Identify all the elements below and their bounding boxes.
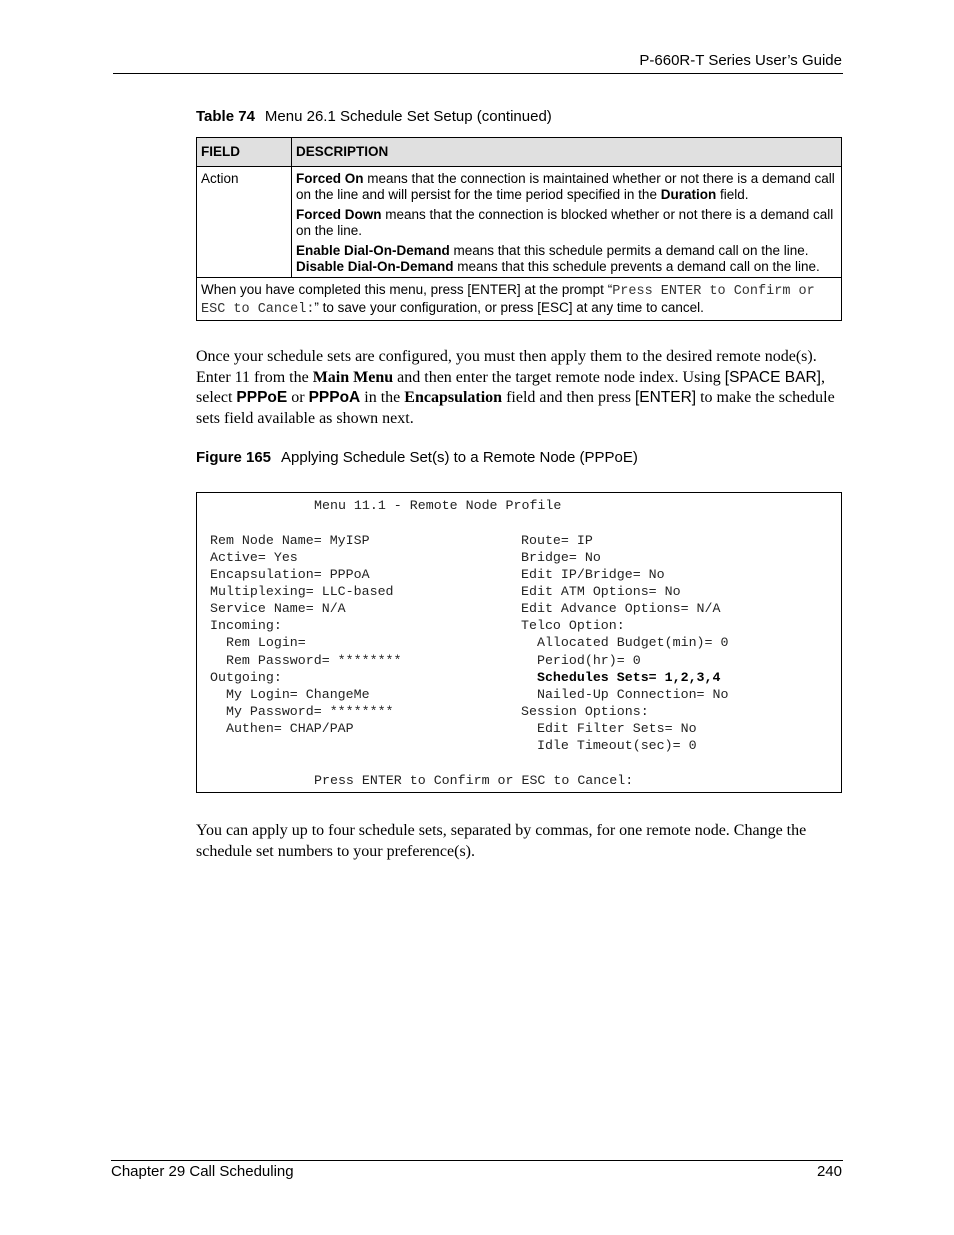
menu-line-right: Edit Filter Sets= No — [521, 721, 697, 736]
col-field-header: FIELD — [197, 138, 292, 167]
menu-line-left: Encapsulation= PPPoA — [210, 567, 370, 582]
menu-line-right: Edit ATM Options= No — [521, 584, 681, 599]
menu-line-left: My Login= ChangeMe — [210, 687, 370, 702]
table-caption — [196, 108, 552, 125]
menu-line-left: My Password= ******** — [210, 704, 394, 719]
table-footer-cell — [197, 278, 842, 321]
bold-term: PPPoE — [236, 389, 288, 406]
figure-caption-text: Applying Schedule Set(s) to a Remote Node (PPPoE) — [281, 449, 638, 466]
forced-on-desc — [296, 171, 837, 202]
bold-term: Main Menu — [312, 368, 394, 386]
text: field and then press — [502, 389, 635, 406]
dial-on-demand-desc — [296, 243, 837, 274]
confirm-prompt: Press ENTER to Confirm or ESC to Cancel: — [314, 773, 634, 788]
table-header-row — [197, 138, 842, 167]
desc-text: field. — [716, 186, 749, 202]
desc-text: means that the connection is blocked whether or not there is a demand call on the line. — [296, 207, 834, 238]
table-caption-label: Table 74 — [196, 108, 255, 125]
menu-line-right: Period(hr)= 0 — [521, 653, 641, 668]
menu-line-right: Telco Option: — [521, 618, 625, 633]
desc-text: means that the connection is maintained whether or not there is a demand call on the line and will persist for the time period specified in the — [296, 171, 835, 202]
menu-line-right: Route= IP — [521, 533, 593, 548]
table-footer-row — [197, 278, 842, 321]
body-paragraph-2: You can apply up to four schedule sets, separated by commas, for one remote node. Change the schedule set numbers to your preference(s). — [196, 822, 807, 860]
menu-line-right: Idle Timeout(sec)= 0 — [521, 738, 697, 753]
desc-text: means that this schedule permits a demand call on the line. — [449, 243, 809, 258]
figure-caption-label: Figure 165 — [196, 449, 272, 466]
text: Once your schedule sets are configured, you must then apply them to the desired remote node(s). Enter 11 from the — [196, 348, 817, 386]
text: and then enter the target remote node index. Using — [393, 368, 725, 386]
page-footer — [111, 1160, 843, 1185]
menu-line-right: Bridge= No — [521, 550, 601, 565]
key-name: [ENTER] — [634, 389, 697, 406]
menu-line-right: Session Options: — [521, 704, 649, 719]
menu-line-left: Service Name= N/A — [210, 601, 346, 616]
menu-line-right: Nailed-Up Connection= No — [521, 687, 729, 702]
menu-line-left: Rem Password= ******** — [210, 653, 402, 668]
field-cell: Action — [197, 167, 292, 278]
menu-line-right: Edit IP/Bridge= No — [521, 567, 665, 582]
menu-line-left: Incoming: — [210, 618, 282, 633]
page-header — [113, 51, 843, 74]
description-cell — [292, 167, 842, 278]
key-name: [SPACE BAR] — [724, 368, 821, 386]
text: to make the schedule sets field available as shown next. — [196, 389, 835, 427]
terminal-screen — [196, 492, 842, 793]
term: Enable Dial-On-Demand — [296, 243, 450, 258]
menu-line-left: Outgoing: — [210, 670, 282, 685]
menu-title: Menu 11.1 - Remote Node Profile — [314, 498, 562, 513]
menu-line-right: Allocated Budget(min)= 0 — [521, 635, 729, 650]
bold-term: Encapsulation — [404, 389, 503, 406]
menu-line-left: Authen= CHAP/PAP — [210, 721, 354, 736]
menu-line-left: Rem Node Name= MyISP — [210, 533, 370, 548]
footer-text: ” to save your configuration, or press [ESC] at any time to cancel. — [314, 299, 704, 315]
menu-line-left: Rem Login= — [210, 635, 306, 650]
prompt-text: Press ENTER to Confirm or ESC to Cancel: — [201, 284, 815, 317]
chapter-label: Chapter 29 Call Scheduling — [111, 1163, 294, 1180]
desc-text: means that this schedule prevents a demand call on the line. — [453, 258, 820, 274]
forced-down-desc — [296, 207, 837, 238]
footer-text: When you have completed this menu, press [ENTER] at the prompt “ — [201, 282, 613, 297]
menu-line-left: Active= Yes — [210, 550, 298, 565]
term: Forced On — [296, 171, 364, 186]
page-number: 240 — [816, 1163, 842, 1180]
schedule-set-table — [196, 137, 842, 321]
menu-line-right: Edit Advance Options= N/A — [521, 601, 721, 616]
table-caption-text: Menu 26.1 Schedule Set Setup (continued) — [264, 108, 552, 125]
bold-term: PPPoA — [308, 389, 361, 406]
text: or — [287, 389, 309, 406]
guide-title: P-660R-T Series User’s Guide — [639, 52, 842, 69]
term: Forced Down — [296, 207, 382, 222]
figure-caption — [196, 449, 638, 466]
menu-line-left: Multiplexing= LLC-based — [210, 584, 394, 599]
table-row — [197, 167, 842, 278]
col-description-header: DESCRIPTION — [292, 138, 842, 167]
schedule-sets-field: Schedules Sets= 1,2,3,4 — [521, 670, 721, 685]
term: Disable Dial-On-Demand — [296, 258, 454, 274]
body-paragraph-1 — [196, 347, 846, 429]
term: Duration — [660, 186, 717, 202]
text: in the — [360, 389, 405, 406]
text: , select — [196, 368, 825, 406]
